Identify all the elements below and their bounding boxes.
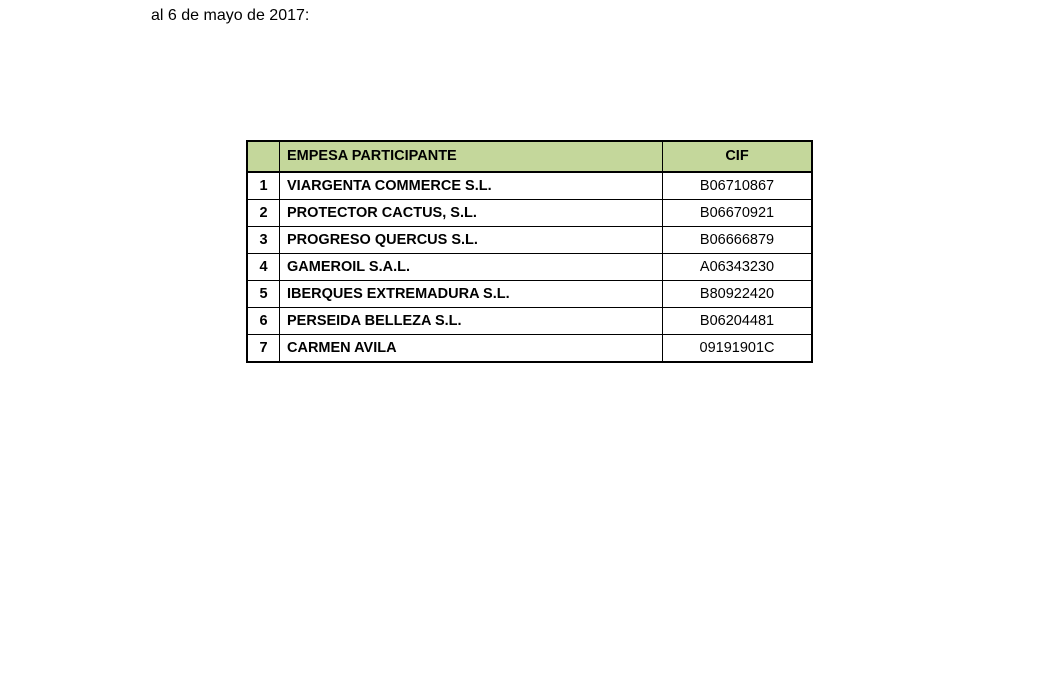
company-name: CARMEN AVILA: [280, 335, 663, 363]
company-cif: B06710867: [663, 172, 813, 200]
participants-table: [246, 140, 813, 363]
header-cif-cell: CIF: [663, 141, 813, 172]
row-number: 5: [247, 281, 280, 308]
header-company-cell: EMPESA PARTICIPANTE: [280, 141, 663, 172]
company-cif: B06666879: [663, 227, 813, 254]
table-row: [247, 254, 812, 281]
row-number: 1: [247, 172, 280, 200]
company-cif: B80922420: [663, 281, 813, 308]
row-number: 7: [247, 335, 280, 363]
row-number: 3: [247, 227, 280, 254]
table-row: [247, 335, 812, 363]
company-name: VIARGENTA COMMERCE S.L.: [280, 172, 663, 200]
company-name: IBERQUES EXTREMADURA S.L.: [280, 281, 663, 308]
intro-text: al 6 de mayo de 2017:: [151, 7, 310, 24]
row-number: 2: [247, 200, 280, 227]
company-cif: B06204481: [663, 308, 813, 335]
table-row: [247, 200, 812, 227]
row-number: 4: [247, 254, 280, 281]
table-row: [247, 281, 812, 308]
header-number-cell: [247, 141, 280, 172]
table-row: [247, 172, 812, 200]
row-number: 6: [247, 308, 280, 335]
company-name: PROGRESO QUERCUS S.L.: [280, 227, 663, 254]
company-cif: A06343230: [663, 254, 813, 281]
table-row: [247, 227, 812, 254]
company-name: GAMEROIL S.A.L.: [280, 254, 663, 281]
company-cif: 09191901C: [663, 335, 813, 363]
table-header-row: [247, 141, 812, 172]
company-name: PERSEIDA BELLEZA S.L.: [280, 308, 663, 335]
company-name: PROTECTOR CACTUS, S.L.: [280, 200, 663, 227]
table-row: [247, 308, 812, 335]
company-cif: B06670921: [663, 200, 813, 227]
